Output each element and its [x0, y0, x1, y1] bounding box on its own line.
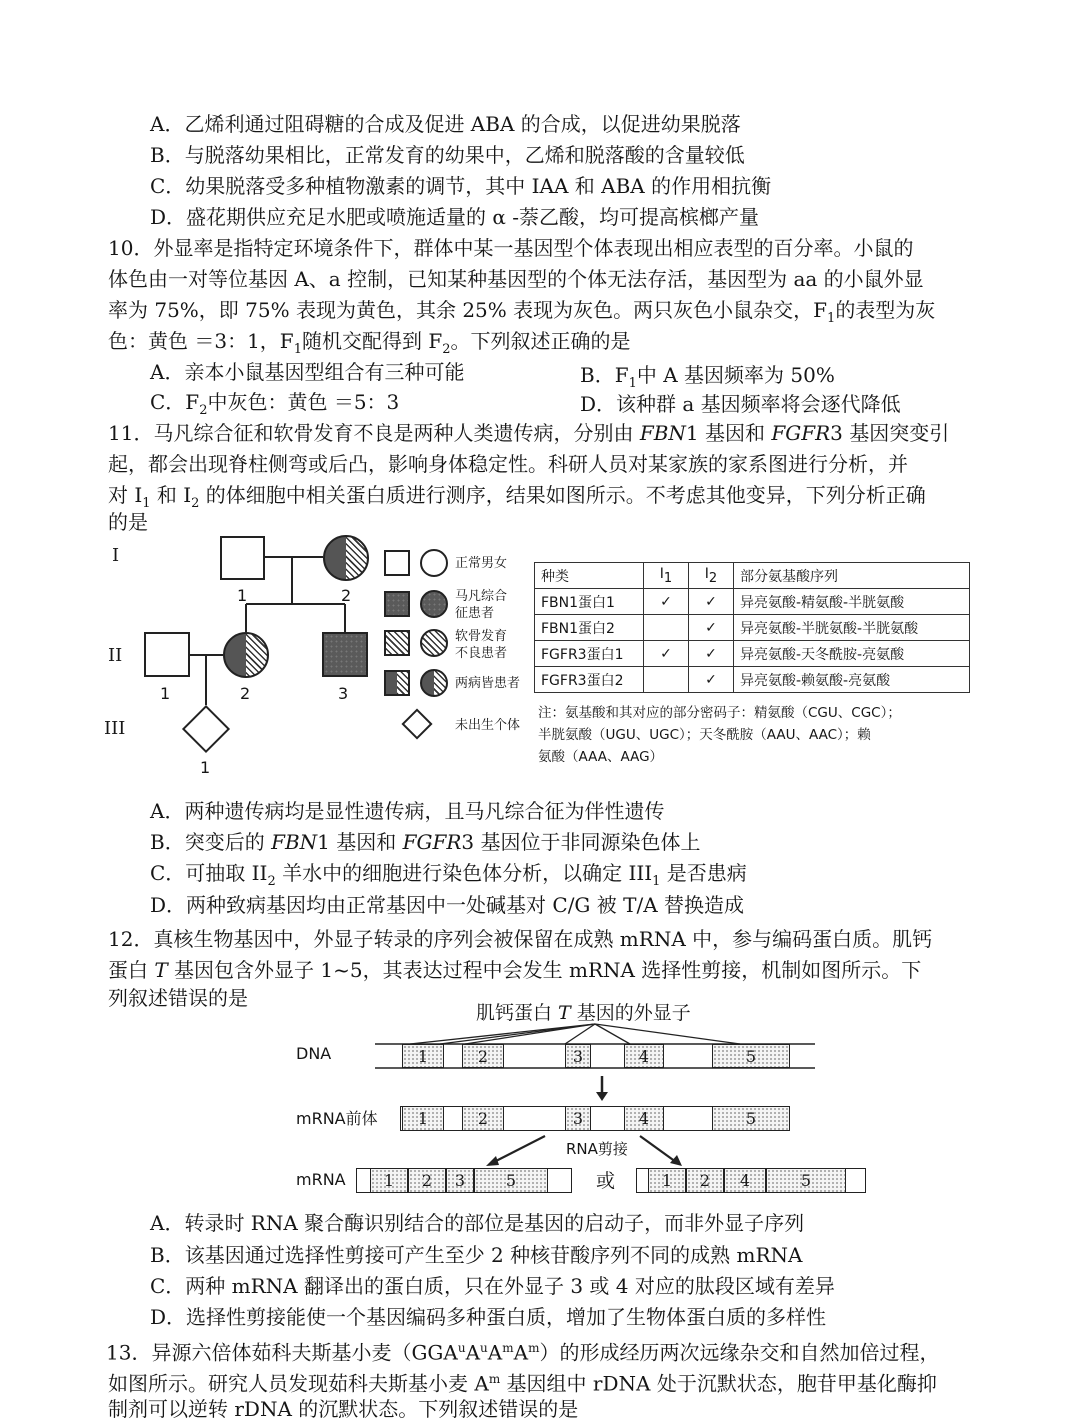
dna-exon-4: 4	[624, 1044, 664, 1068]
legend-normal-label: 正常男女	[455, 556, 508, 571]
q11-option-d: D．两种致病基因均由正常基因中一处碱基对 C/G 被 T/A 替换造成	[150, 893, 745, 917]
q10-stem-line4: 色：黄色 ＝3：1，$F_1$随机交配得到 $F_2$。下列叙述正确的是	[108, 329, 631, 357]
q11-stem-line3: 对 $I_1$ 和 $I_2$ 的体细胞中相关蛋白质进行测序，结果如图所示。不考虑其他变异，下列分析正确	[108, 483, 926, 511]
table-cell-i2: ✓	[689, 589, 734, 615]
pedigree-iii1-label: 1	[200, 758, 211, 777]
dna-exon-3: 3	[565, 1044, 591, 1068]
generation-label-2: II	[108, 645, 123, 666]
q9-option-a: A．乙烯利通过阻碍糖的合成及促进 ABA 的合成，以促进幼果脱落	[150, 112, 741, 136]
pre-mrna-exon-4: 4	[624, 1106, 664, 1131]
generation-label-3: III	[104, 718, 126, 739]
pedigree-i1-label: 1	[237, 586, 248, 605]
q13-stem-line2: 如图所示。研究人员发现茹科夫斯基小麦 $A^m$ 基因组中 rDNA 处于沉默状态，胞苷甲基化酶抑	[108, 1371, 937, 1396]
q11-option-b: B．突变后的 FBN1 基因和 FGFR3 基因位于非同源染色体上	[150, 830, 701, 854]
or-label: 或	[596, 1170, 616, 1192]
table-cell-type: FGFR3蛋白2	[535, 667, 644, 693]
q11-stem-line4: 的是	[108, 510, 148, 534]
table-note: 注：氨基酸和其对应的部分密码子：精氨酸（CGU、CGC）； 半胱氨酸（UGU、UGC）；天冬酰胺（AAU、AAC）；赖 氨酸（AAA、AAG）	[538, 705, 901, 765]
table-header-i1: $I_1$	[644, 563, 689, 589]
table-cell-i2: ✓	[689, 615, 734, 641]
q9-option-d: D．盛花期供应充足水肥或喷施适量的 α -萘乙酸，均可提高槟榔产量	[150, 205, 760, 229]
q10-option-b: B．$F_1$中 A 基因频率为 50%	[580, 363, 835, 391]
table-header-type: 种类	[535, 563, 644, 589]
q12-option-a: A．转录时 RNA 聚合酶识别结合的部位是基因的启动子，而非外显子序列	[150, 1211, 805, 1235]
table-cell-i2: ✓	[689, 667, 734, 693]
q11-option-a: A．两种遗传病均是显性遗传病，且马凡综合征为伴性遗传	[150, 799, 665, 823]
mrna-1-exon: 2	[408, 1168, 446, 1193]
pre-mrna-label: mRNA前体	[296, 1109, 378, 1128]
q10-option-c: C．$F_2$中灰色：黄色 ＝5：3	[150, 390, 400, 418]
legend-unborn-label: 未出生个体	[455, 718, 521, 733]
dna-exon-2: 2	[462, 1044, 504, 1068]
mrna-label: mRNA	[296, 1170, 346, 1189]
pedigree-ii2-label: 2	[240, 684, 251, 703]
mrna-1-exon: 3	[446, 1168, 474, 1193]
table-cell-sequence: 异亮氨酸-天冬酰胺-亮氨酸	[734, 641, 970, 667]
q11-stem-line2: 起，都会出现脊柱侧弯或后凸，影响身体稳定性。科研人员对某家族的家系图进行分析，并	[108, 452, 908, 476]
pre-mrna-exon-3: 3	[565, 1106, 591, 1131]
q10-stem-line1: 10．外显率是指特定环境条件下，群体中某一基因型个体表现出相应表型的百分率。小鼠的	[108, 236, 914, 260]
q13-stem-line3: 制剂可以逆转 rDNA 的沉默状态。下列叙述错误的是	[108, 1397, 579, 1421]
mrna-1-exon: 5	[474, 1168, 548, 1193]
mrna-1-exon: 1	[370, 1168, 408, 1193]
diagram-title: 肌钙蛋白 T 基因的外显子	[476, 1002, 691, 1024]
q10-option-a: A．亲本小鼠基因型组合有三种可能	[150, 360, 465, 384]
dna-label: DNA	[296, 1044, 332, 1063]
q9-option-b: B．与脱落幼果相比，正常发育的幼果中，乙烯和脱落酸的含量较低	[150, 143, 745, 167]
mrna-2-exon: 5	[766, 1168, 846, 1193]
table-cell-i2: ✓	[689, 641, 734, 667]
generation-label-1: I	[112, 545, 120, 566]
table-cell-i1: ✓	[644, 589, 689, 615]
q10-stem-line3: 率为 75%，即 75% 表现为黄色，其余 25% 表现为灰色。两只灰色小鼠杂交，$F_1$的表型为灰	[108, 298, 936, 326]
table-cell-i1: ✓	[644, 641, 689, 667]
mrna-2-exon: 1	[648, 1168, 686, 1193]
q12-option-b: B．该基因通过选择性剪接可产生至少 2 种核苷酸序列不同的成熟 mRNA	[150, 1243, 803, 1267]
table-cell-sequence: 异亮氨酸-精氨酸-半胱氨酸	[734, 589, 970, 615]
legend-marfan-label: 马凡综合 征患者	[455, 589, 508, 621]
pre-mrna-exon-5: 5	[712, 1106, 790, 1131]
q12-option-d: D．选择性剪接能使一个基因编码多种蛋白质，增加了生物体蛋白质的多样性	[150, 1305, 827, 1329]
mrna-2-exon: 2	[686, 1168, 724, 1193]
q9-option-c: C．幼果脱落受多种植物激素的调节，其中 IAA 和 ABA 的作用相抗衡	[150, 174, 772, 198]
rna-splicing-label: RNA剪接	[566, 1140, 628, 1158]
table-cell-sequence: 异亮氨酸-半胱氨酸-半胱氨酸	[734, 615, 970, 641]
q10-option-d: D．该种群 a 基因频率将会逐代降低	[580, 392, 901, 416]
dna-exon-1: 1	[402, 1044, 444, 1068]
legend-achondroplasia-label: 软骨发育 不良患者	[455, 629, 508, 661]
pre-mrna-exon-1: 1	[402, 1106, 444, 1131]
table-cell-type: FGFR3蛋白1	[535, 641, 644, 667]
legend-both-label: 两病皆患者	[455, 676, 521, 691]
mrna-2-exon: 4	[724, 1168, 766, 1193]
table-header-sequence: 部分氨基酸序列	[734, 563, 970, 589]
q12-stem-line1: 12．真核生物基因中，外显子转录的序列会被保留在成熟 mRNA 中，参与编码蛋白质。肌钙	[108, 927, 933, 951]
q12-stem-line2: 蛋白 T 基因包含外显子 1~5，其表达过程中会发生 mRNA 选择性剪接，机制如图所示。下	[108, 958, 922, 982]
pre-mrna-exon-2: 2	[462, 1106, 504, 1131]
q11-stem-line1: 11．马凡综合征和软骨发育不良是两种人类遗传病，分别由 FBN1 基因和 FGFR3 基因突变引	[108, 421, 950, 445]
table-cell-type: FBN1蛋白2	[535, 615, 644, 641]
q13-stem-line1: 13．异源六倍体茹科夫斯基小麦$(GGA^uA^uA^mA^m)$的形成经历两次远缘杂交和自然加倍过程，	[106, 1340, 940, 1365]
pedigree-ii3-label: 3	[338, 684, 349, 703]
table-header-i2: $I_2$	[689, 563, 734, 589]
pedigree-ii1-label: 1	[160, 684, 171, 703]
q12-option-c: C．两种 mRNA 翻译出的蛋白质，只在外显子 3 或 4 对应的肽段区域有差异	[150, 1274, 835, 1298]
table-cell-sequence: 异亮氨酸-赖氨酸-亮氨酸	[734, 667, 970, 693]
q11-option-c: C．可抽取 $II_2$ 羊水中的细胞进行染色体分析，以确定 $III_1$ 是否患病	[150, 861, 747, 889]
q12-stem-line3: 列叙述错误的是	[108, 986, 248, 1010]
pedigree-i2-label: 2	[341, 586, 352, 605]
table-cell-type: FBN1蛋白1	[535, 589, 644, 615]
q10-stem-line2: 体色由一对等位基因 A、a 控制，已知某种基因型的个体无法存活，基因型为 aa 的小鼠外显	[108, 267, 924, 291]
dna-exon-5: 5	[712, 1044, 790, 1068]
